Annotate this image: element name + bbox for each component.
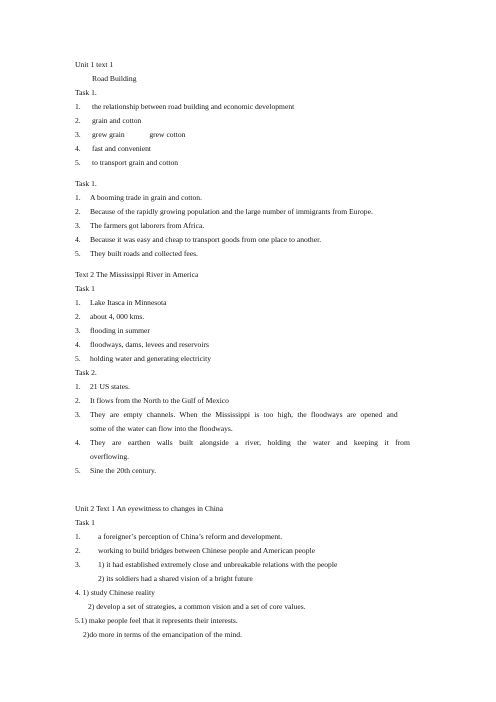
item-number: 4. [75, 144, 81, 153]
item-text: 21 US states. [90, 382, 130, 391]
item-number: 3. [75, 221, 81, 230]
item-number: 1. [75, 532, 81, 541]
item-text: They built roads and collected fees. [90, 249, 198, 258]
item-text: flooding in summer [90, 326, 150, 335]
sub-answer-line: 2)do more in terms of the emancipation of the mind. [83, 630, 243, 639]
task-label: Task 1. [75, 179, 97, 188]
task-label: Task 2. [75, 368, 97, 377]
item-text: grain and cotton [92, 116, 142, 125]
section-heading: Text 2 The Mississippi River in America [75, 270, 199, 279]
item-text: They are earthen walls built alongside a river, holding the water and keeping it from [90, 438, 410, 447]
item-number: 3. [75, 130, 81, 139]
item-text: the relationship between road building and economic development [92, 102, 295, 111]
answer-line: 5.1) make people feel that it represents their interests. [75, 616, 238, 625]
item-text: It flows from the North to the Gulf of Mexico [90, 396, 229, 405]
item-number: 4. [75, 235, 81, 244]
item-text: Because of the rapidly growing population and the large number of immigrants from Europe. [90, 207, 373, 216]
item-text: a foreigner’s perception of China’s reform and development. [98, 532, 283, 541]
item-text: about 4, 000 kms. [90, 312, 145, 321]
item-text-continued: overflowing. [90, 452, 130, 461]
item-number: 5. [75, 354, 81, 363]
item-number: 2. [75, 396, 81, 405]
item-number: 4. [75, 438, 81, 447]
item-text: holding water and generating electricity [90, 354, 212, 363]
item-number: 2. [75, 116, 81, 125]
item-text: working to build bridges between Chinese people and American people [98, 546, 315, 555]
item-number: 1. [75, 298, 81, 307]
item-number: 3. [75, 326, 81, 335]
item-number: 2. [75, 546, 81, 555]
item-number: 3. [75, 410, 81, 419]
unit1-title: Road Building [92, 74, 137, 83]
item-number: 4. [75, 340, 81, 349]
answer-line: 4. 1) study Chinese reality [75, 588, 155, 597]
task-label: Task 1. [75, 88, 97, 97]
item-text: grew grain grew cotton [92, 130, 186, 139]
item-number: 5. [75, 249, 81, 258]
item-number: 1. [75, 193, 81, 202]
item-number: 1. [75, 102, 81, 111]
item-text: Because it was easy and cheap to transport goods from one place to another. [90, 235, 322, 244]
item-text: Sine the 20th century. [90, 466, 157, 475]
item-number: 2. [75, 312, 81, 321]
unit1-heading: Unit 1 text 1 [75, 60, 114, 69]
item-text: fast and convenient [92, 144, 152, 153]
sub-answer-line: 2) develop a set of strategies, a common vision and a set of core values. [88, 602, 306, 611]
item-number: 5. [75, 158, 81, 167]
item-text: Lake Itasca in Minnesota [90, 298, 167, 307]
item-text: floodways, dams, levees and reservoirs [90, 340, 209, 349]
sub-answer-line: 2) its soldiers had a shared vision of a bright future [98, 574, 253, 583]
item-text-continued: some of the water can flow into the floodways. [90, 424, 233, 433]
task-label: Task 1 [75, 284, 95, 293]
item-number: 5. [75, 466, 81, 475]
item-text: 1) it had established extremely close and unbreakable relations with the people [98, 560, 338, 569]
item-number: 3. [75, 560, 81, 569]
item-text: The farmers got laborers from Africa. [90, 221, 205, 230]
item-text: to transport grain and cotton [92, 158, 179, 167]
task-label: Task 1 [75, 518, 95, 527]
item-number: 2. [75, 207, 81, 216]
item-number: 1. [75, 382, 81, 391]
unit2-heading: Unit 2 Text 1 An eyewitness to changes in China [75, 504, 224, 513]
item-text: A booming trade in grain and cotton. [90, 193, 202, 202]
item-text: They are empty channels. When the Mississippi is too high, the floodways are opened and [90, 410, 398, 419]
